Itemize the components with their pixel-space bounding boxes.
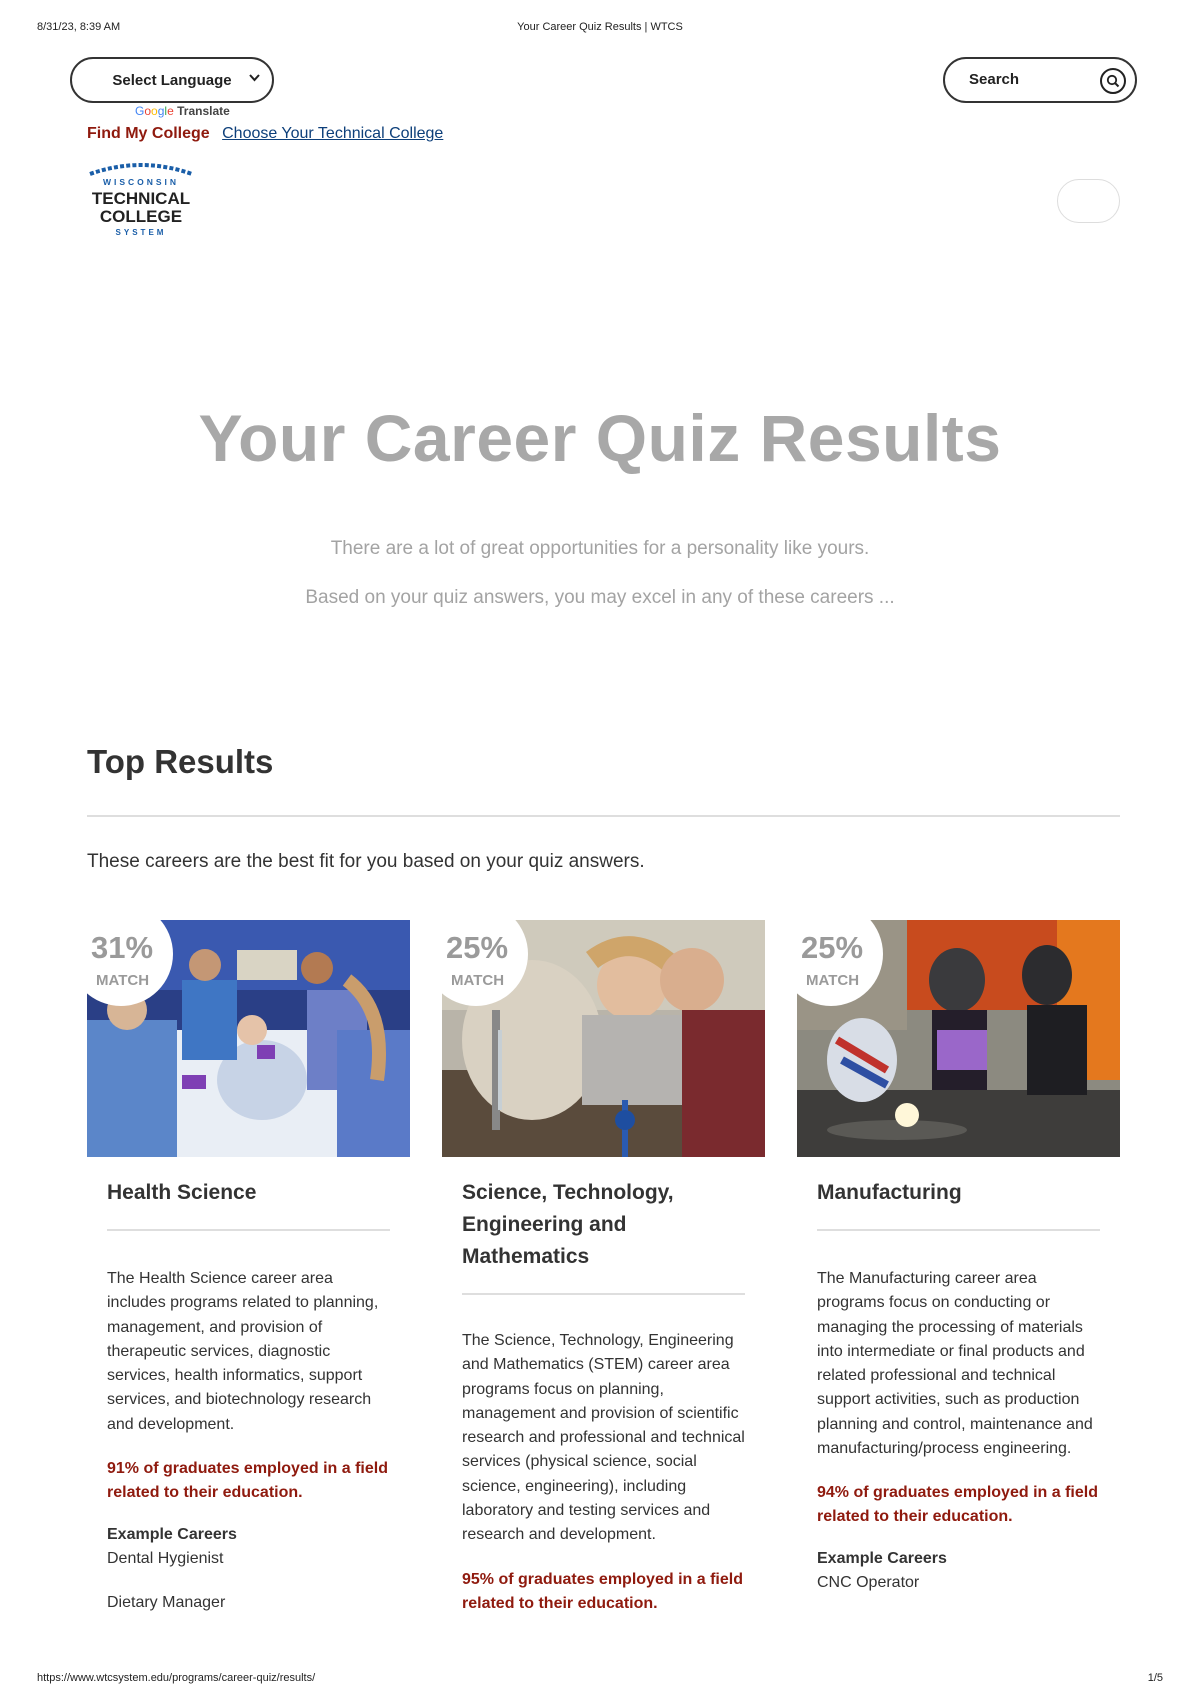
print-page-title: Your Career Quiz Results | WTCS (517, 21, 683, 33)
career-title[interactable]: Health Science (107, 1181, 257, 1204)
example-careers-label: Example Careers (107, 1526, 237, 1544)
career-card-manufacturing[interactable] (797, 920, 1120, 1595)
search-box[interactable] (943, 57, 1137, 103)
career-image-health-science (87, 920, 410, 1157)
employment-stat: 94% of graduates employed in a field related to their education. (817, 1484, 1098, 1526)
language-select-label: Select Language (112, 71, 232, 89)
find-college-bar (87, 125, 443, 143)
career-image-manufacturing (797, 920, 1120, 1157)
google-translate-credit[interactable] (135, 104, 230, 118)
top-results-heading: Top Results (87, 743, 274, 780)
logo-wisconsin: WISCONSIN (102, 177, 180, 187)
career-description: The Health Science career area includes programs related to planning, management, and provision of therapeutic services, diagnostic services, health informatics, support services, and biotechnology research and development. (107, 1270, 379, 1433)
match-percent: 25% (801, 930, 864, 965)
chevron-down-icon (249, 73, 260, 85)
card-divider (462, 1293, 745, 1295)
career-title[interactable]: Manufacturing (817, 1181, 962, 1204)
career-image-stem (442, 920, 765, 1157)
hero-subtitle: There are a lot of great opportunities for a personality like yours. (330, 538, 870, 559)
print-footer (37, 1672, 1163, 1686)
career-card-stem[interactable] (442, 920, 765, 1616)
career-description: The Manufacturing career area programs focus on conducting or managing the processing of materials into intermediate or final products and related professional and technical support activities, such as production planning and control, maintenance and manufacturing/process engineering. (817, 1270, 1093, 1458)
choose-college-link[interactable]: Choose Your Technical College (222, 125, 444, 142)
section-divider (87, 815, 1120, 817)
page-title: Your Career Quiz Results (198, 401, 1002, 475)
match-percent: 25% (446, 930, 509, 965)
employment-stat: 91% of graduates employed in a field related to their education. (107, 1460, 388, 1502)
logo-college: COLLEGE (99, 207, 183, 226)
card-divider (817, 1229, 1100, 1231)
print-datetime: 8/31/23, 8:39 AM (37, 21, 121, 33)
search-icon[interactable] (1100, 68, 1126, 94)
example-career: Dietary Manager (107, 1594, 226, 1612)
menu-toggle-button[interactable] (1057, 179, 1120, 223)
career-card-health-science[interactable] (87, 920, 410, 1615)
logo-technical: TECHNICAL (91, 189, 191, 208)
find-college-label: Find My College (87, 125, 210, 142)
language-select[interactable] (70, 57, 274, 103)
logo-arc-icon (86, 160, 196, 176)
employment-stat: 95% of graduates employed in a field related to their education. (462, 1570, 743, 1612)
example-career: CNC Operator (817, 1574, 920, 1592)
match-label: MATCH (96, 972, 150, 989)
example-career: Dental Hygienist (107, 1550, 224, 1568)
match-label: MATCH (451, 972, 505, 989)
google-logo: Google (135, 104, 174, 118)
print-header (37, 21, 1163, 35)
results-intro: These careers are the best fit for you based on your quiz answers. (87, 851, 645, 872)
print-page-number: 1/5 (1147, 1672, 1163, 1684)
wtcs-logo[interactable] (86, 160, 196, 240)
example-careers-label: Example Careers (817, 1550, 947, 1568)
match-label: MATCH (806, 972, 860, 989)
match-percent: 31% (91, 930, 154, 965)
career-title[interactable]: Science, Technology, Engineering and Mathematics (462, 1181, 674, 1268)
logo-system: SYSTEM (115, 228, 167, 237)
search-input[interactable]: Search (969, 71, 1020, 88)
card-divider (107, 1229, 390, 1231)
hero-subtitle-2: Based on your quiz answers, you may excel in any of these careers ... (305, 587, 895, 608)
career-description: The Science, Technology, Engineering and Mathematics (STEM) career area programs focus on planning, management and provision of scientific research and professional and technical services (physical science, social science, engineering), including laboratory and testing services and research and development. (462, 1332, 745, 1544)
translate-label: Translate (177, 104, 230, 118)
print-url: https://www.wtcsystem.edu/programs/career-quiz/results/ (37, 1672, 316, 1684)
